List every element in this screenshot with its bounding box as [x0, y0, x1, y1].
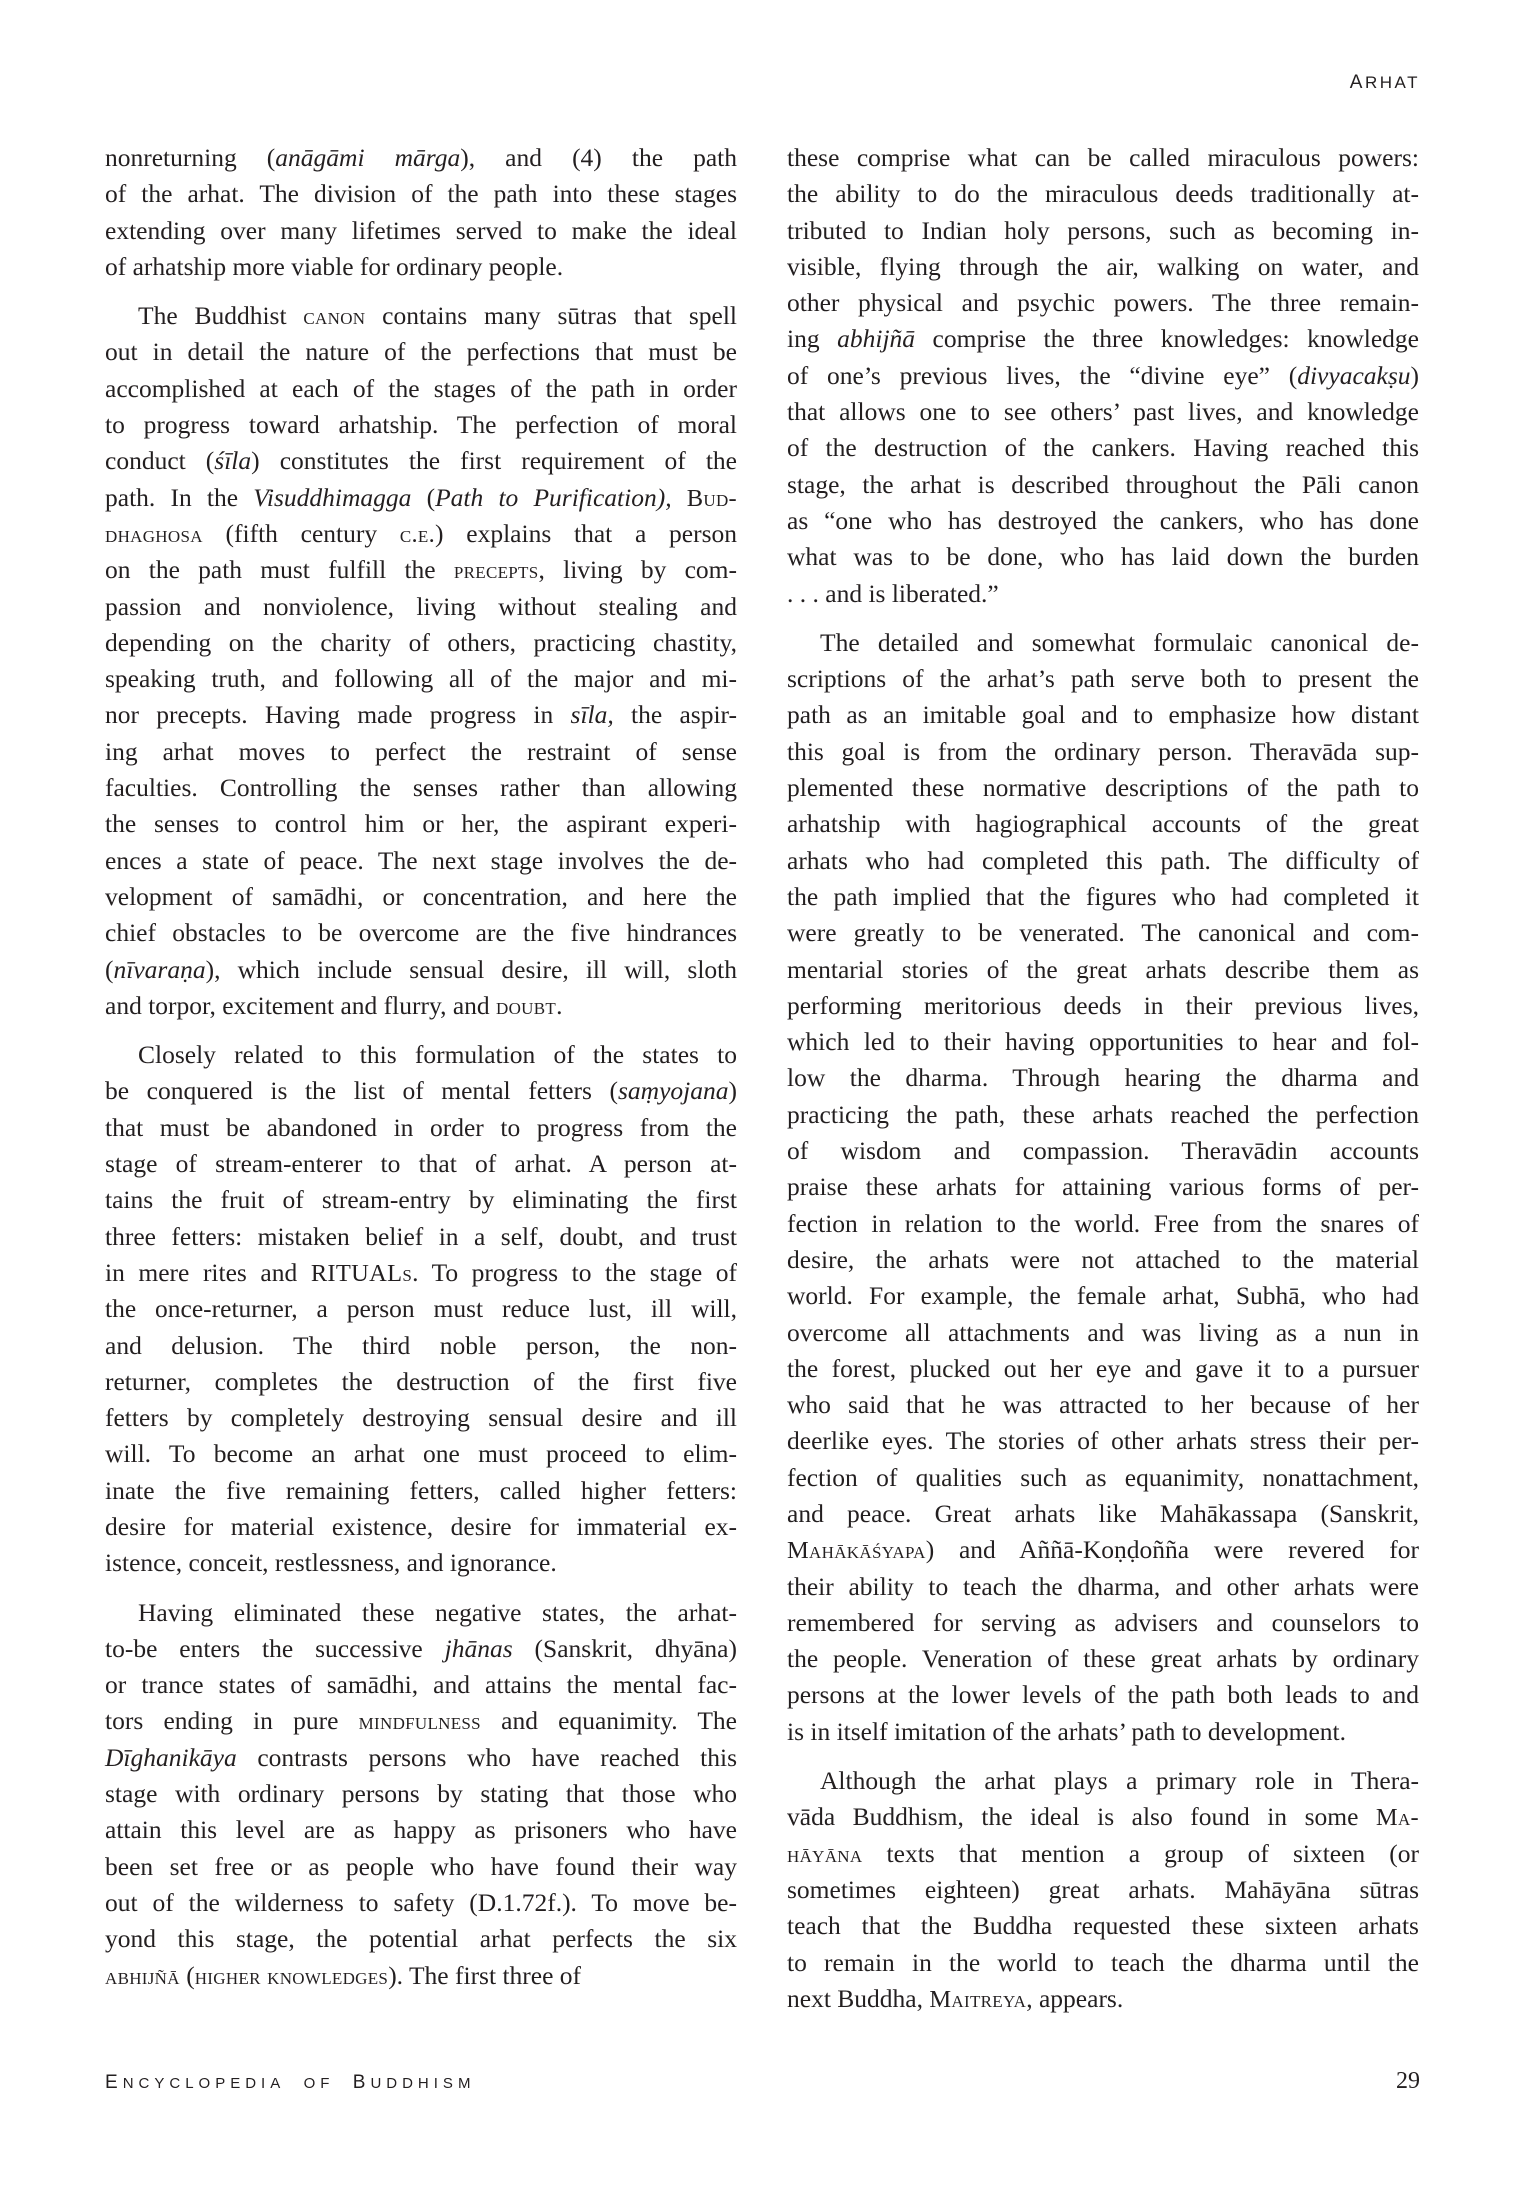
text-line [787, 576, 1419, 612]
text-run: arhats who had completed this path. The difficulty of [787, 845, 1419, 875]
italic-term: Path to Purification), [435, 482, 672, 512]
text-run: to-be enters the successive [105, 1633, 445, 1663]
small-caps-term: Maitreya [929, 1985, 1027, 2013]
text-run: and peace. Great arhats like Mahākassapa (Sanskrit, [787, 1498, 1419, 1528]
paragraph [787, 1763, 1419, 2017]
text-line [105, 661, 737, 697]
text-line [787, 1763, 1419, 1799]
text-line [105, 407, 737, 443]
text-line [787, 952, 1419, 988]
text-line [105, 213, 737, 249]
text-run: desire for material existence, desire for immaterial ex- [105, 1511, 737, 1541]
text-line [105, 1740, 737, 1776]
text-run: Having eliminated these negative states, the arhat- [138, 1597, 737, 1627]
text-line [787, 879, 1419, 915]
text-run [672, 483, 687, 512]
text-run: mentarial stories of the great arhats describe them as [787, 954, 1419, 984]
text-line [105, 1776, 737, 1812]
text-line [105, 1400, 737, 1436]
text-line [787, 249, 1419, 285]
text-run: speaking truth, and following all of the major and mi- [105, 664, 737, 694]
text-run: tributed to Indian holy persons, such as becoming in- [787, 215, 1419, 245]
text-run: fection of qualities such as equanimity, nonattachment, [787, 1462, 1419, 1492]
text-run: Although the arhat plays a primary role in Thera- [820, 1766, 1419, 1796]
text-line [105, 1291, 737, 1327]
text-run: in mere rites and [105, 1257, 311, 1287]
text-run: The Buddhist [138, 301, 304, 331]
text-run: the aspir- [613, 700, 738, 730]
paragraph [105, 140, 737, 285]
text-run: and equanimity. The [480, 1706, 737, 1736]
text-line [787, 1569, 1419, 1605]
footer-title-word: UDDHISM [370, 2075, 476, 2092]
small-caps-term: dhaghosa [105, 520, 203, 548]
text-line [105, 516, 737, 552]
text-line [105, 1182, 737, 1218]
small-caps-term: precepts [453, 557, 539, 585]
italic-term: abhijñā [837, 324, 916, 354]
text-line [787, 770, 1419, 806]
text-line [787, 1097, 1419, 1133]
text-run: ( [179, 1960, 195, 1990]
text-run: ) [728, 1076, 737, 1106]
text-line [787, 1641, 1419, 1677]
text-run: performing meritorious deeds in their previous lives, [787, 990, 1419, 1020]
text-line [787, 1799, 1419, 1835]
text-run: (fifth century [202, 518, 400, 548]
footer-title-initial: B [352, 2072, 371, 2093]
small-caps-term: Mahākāśyapa [787, 1537, 926, 1565]
footer-title-initial: E [105, 2072, 123, 2093]
text-line [105, 770, 737, 806]
text-line [105, 552, 737, 588]
text-run: praise these arhats for attaining various forms of per- [787, 1172, 1419, 1202]
text-run: nonreturning ( [105, 143, 276, 172]
text-line [105, 589, 737, 625]
text-line [105, 1509, 737, 1545]
text-line [105, 1812, 737, 1848]
text-line [787, 1387, 1419, 1423]
text-line [787, 1169, 1419, 1205]
text-run: texts that mention a group of sixteen (or [862, 1838, 1419, 1868]
italic-term: jhānas [444, 1633, 513, 1663]
text-line [787, 1242, 1419, 1278]
text-run: world. For example, the female arhat, Subhā, who had [787, 1281, 1419, 1311]
text-line [787, 1945, 1419, 1981]
text-line [105, 249, 737, 285]
text-run: contrasts persons who have reached this [236, 1742, 737, 1772]
text-line [105, 988, 737, 1024]
text-line [105, 1473, 737, 1509]
text-run: other physical and psychic powers. The three remain- [787, 288, 1419, 318]
small-caps-term: hāyāna [787, 1840, 863, 1868]
text-line [787, 1278, 1419, 1314]
paragraph [787, 625, 1419, 1750]
text-run: ) and Aññā-Koṇḍoñña were revered for [925, 1535, 1419, 1565]
text-line [105, 1958, 737, 1994]
text-run: visible, flying through the air, walking on water, and [787, 251, 1419, 281]
italic-term: śīla [214, 446, 252, 476]
text-run: velopment of samādhi, or concentration, and here the [105, 881, 737, 911]
text-run: persons at the lower levels of the path both leads to and [787, 1680, 1419, 1710]
text-run: ing [787, 324, 838, 354]
text-run: overcome all attachments and was living as a nun in [787, 1317, 1419, 1347]
text-run: ( [411, 482, 436, 512]
text-line [787, 1206, 1419, 1242]
text-run: contains many sūtras that spell [365, 301, 738, 331]
text-run: ) [1410, 360, 1419, 390]
text-run: next Buddha, [787, 1983, 930, 2013]
text-run: or trance states of samādhi, and attains the mental fac- [105, 1670, 737, 1700]
text-line [105, 1595, 737, 1631]
small-caps-term: canon [303, 303, 366, 331]
text-run: . To progress to the stage of [412, 1257, 737, 1287]
text-line [787, 1060, 1419, 1096]
text-run: low the dharma. Through hearing the dharma and [787, 1063, 1419, 1093]
text-line [105, 334, 737, 370]
small-caps-term: RITUALs [310, 1259, 413, 1287]
text-line [787, 806, 1419, 842]
text-line [787, 1677, 1419, 1713]
text-run: the senses to control him or her, the aspirant experi- [105, 809, 737, 839]
text-run: plemented these normative descriptions of the path to [787, 773, 1419, 803]
text-run: the ability to do the miraculous deeds traditionally at- [787, 179, 1419, 209]
text-line [105, 1328, 737, 1364]
text-run: inate the five remaining fetters, called higher fetters: [105, 1475, 737, 1505]
text-line [105, 952, 737, 988]
text-run: comprise the three knowledges: knowledge [915, 324, 1419, 354]
text-line [787, 1133, 1419, 1169]
text-run: extending over many lifetimes served to make the ideal [105, 215, 737, 245]
footer-title-word: NCYCLOPEDIA [122, 2075, 286, 2092]
text-run: this goal is from the ordinary person. Theravāda sup- [787, 736, 1419, 766]
running-head-rest: RHAT [1364, 73, 1420, 92]
text-line [105, 443, 737, 479]
text-run: fection in relation to the world. Free from the snares of [787, 1208, 1419, 1238]
text-line [787, 1315, 1419, 1351]
text-line [787, 1532, 1419, 1568]
text-run: ) explains that a person [435, 518, 738, 548]
text-run: stage with ordinary persons by stating that those who [105, 1779, 737, 1809]
text-line [787, 1024, 1419, 1060]
text-line [105, 806, 737, 842]
text-run: the once-returner, a person must reduce lust, ill will, [105, 1294, 737, 1324]
text-run: nor precepts. Having made progress in [105, 700, 571, 730]
text-run: be conquered is the list of mental fetters ( [105, 1076, 618, 1106]
right-column [787, 140, 1419, 2030]
text-line [105, 1631, 737, 1667]
text-line [787, 1605, 1419, 1641]
text-run: sometimes eighteen) great arhats. Mahāyāna sūtras [787, 1874, 1419, 1904]
text-line [787, 1496, 1419, 1532]
text-run: the people. Veneration of these great arhats by ordinary [787, 1644, 1419, 1674]
text-line [105, 176, 737, 212]
italic-term: sīla, [570, 700, 614, 730]
text-line [787, 358, 1419, 394]
text-run: that allows one to see others’ past lives, and knowledge [787, 397, 1419, 427]
text-run: practicing the path, these arhats reached the perfection [787, 1099, 1419, 1129]
text-line [105, 843, 737, 879]
text-line [787, 734, 1419, 770]
text-run: of one’s previous lives, the “divine eye” ( [787, 360, 1298, 390]
text-run: stage, the arhat is described throughout the Pāli canon [787, 469, 1419, 499]
small-caps-term: abhijñā [105, 1962, 180, 1990]
page-number: 29 [1396, 2068, 1420, 2094]
text-run: of arhatship more viable for ordinary people. [105, 251, 564, 281]
small-caps-term: Ma- [1375, 1804, 1419, 1832]
text-line [787, 539, 1419, 575]
text-line [787, 1908, 1419, 1944]
text-run: ences a state of peace. The next stage involves the de- [105, 845, 737, 875]
text-line [787, 285, 1419, 321]
text-run: ), and (4) the path [460, 143, 737, 172]
italic-term: divyacakṣu [1297, 360, 1411, 390]
text-run: ), which include sensual desire, ill will, sloth [205, 954, 737, 984]
text-line [787, 843, 1419, 879]
text-run: path as an imitable goal and to emphasize how distant [787, 700, 1419, 730]
italic-term: Visuddhimagga [253, 482, 412, 512]
text-line [787, 140, 1419, 176]
text-line [787, 213, 1419, 249]
italic-term: nīvaraṇa [113, 954, 206, 984]
paragraph [105, 1595, 737, 1994]
text-run: and torpor, excitement and flurry, and [105, 990, 497, 1020]
text-run: fetters by completely destroying sensual desire and ill [105, 1403, 737, 1433]
text-line [105, 915, 737, 951]
text-run: will. To become an arhat one must proceed to elim- [105, 1439, 737, 1469]
text-run: arhatship with hagiographical accounts of the great [787, 809, 1419, 839]
text-run: who said that he was attracted to her because of her [787, 1390, 1419, 1420]
text-line [105, 1255, 737, 1291]
text-line [787, 1981, 1419, 2017]
text-run: returner, completes the destruction of the first five [105, 1366, 737, 1396]
text-run: of wisdom and compassion. Theravādin accounts [787, 1136, 1419, 1166]
text-line [105, 140, 737, 176]
small-caps-term: Bud- [686, 484, 737, 512]
text-run: their ability to teach the dharma, and other arhats were [787, 1571, 1419, 1601]
text-run: to remain in the world to teach the dharma until the [787, 1947, 1419, 1977]
text-run: three fetters: mistaken belief in a self, doubt, and trust [105, 1221, 737, 1251]
text-run: chief obstacles to be overcome are the five hindrances [105, 918, 737, 948]
text-run: Closely related to this formulation of the states to [138, 1040, 737, 1070]
text-run: istence, conceit, restlessness, and ignorance. [105, 1548, 557, 1578]
text-run: conduct ( [105, 446, 215, 476]
text-line [105, 1146, 737, 1182]
text-run: . . . and is liberated.” [787, 578, 999, 608]
text-run: remembered for serving as advisers and counselors to [787, 1607, 1419, 1637]
text-run: of the arhat. The division of the path into these stages [105, 179, 737, 209]
text-run: tains the fruit of stream-entry by eliminating the first [105, 1185, 737, 1215]
left-column [105, 140, 737, 2007]
text-line [787, 321, 1419, 357]
text-line [787, 394, 1419, 430]
text-run: vāda Buddhism, the ideal is also found in some [787, 1802, 1376, 1832]
running-head-initial: A [1349, 72, 1365, 93]
text-line [105, 1110, 737, 1146]
text-run: out in detail the nature of the perfections that must be [105, 337, 737, 367]
text-run: were greatly to be venerated. The canonical and com- [787, 918, 1419, 948]
text-line [787, 1714, 1419, 1750]
text-run: been set free or as people who have found their way [105, 1851, 737, 1881]
text-run: and delusion. The third noble person, the non- [105, 1330, 737, 1360]
text-run: of the destruction of the cankers. Having reached this [787, 433, 1419, 463]
text-line [787, 625, 1419, 661]
text-run: as “one who has destroyed the cankers, who has done [787, 505, 1419, 535]
text-run: to progress toward arhatship. The perfection of moral [105, 410, 737, 440]
text-run: ( [105, 954, 114, 984]
paragraph [105, 298, 737, 1024]
paragraph [787, 140, 1419, 612]
text-line [105, 1703, 737, 1739]
text-line [787, 1460, 1419, 1496]
italic-term: Dīghanikāya [105, 1742, 237, 1772]
text-line [787, 467, 1419, 503]
running-head [1350, 72, 1420, 94]
text-run: attain this level are as happy as prisoners who have [105, 1815, 737, 1845]
text-run: depending on the charity of others, practicing chastity, [105, 627, 737, 657]
text-line [105, 1545, 737, 1581]
text-run: , living by com- [538, 555, 738, 585]
text-line [105, 1219, 737, 1255]
text-run: that must be abandoned in order to progress from the [105, 1112, 737, 1142]
text-run: (Sanskrit, dhyāna) [512, 1633, 737, 1663]
text-line [105, 879, 737, 915]
text-line [787, 661, 1419, 697]
text-run: yond this stage, the potential arhat perfects the six [105, 1924, 737, 1954]
italic-term: anāgāmi mārga [275, 143, 461, 172]
text-line [105, 625, 737, 661]
text-line [105, 734, 737, 770]
text-run: deerlike eyes. The stories of other arhats stress their per- [787, 1426, 1419, 1456]
text-run: out of the wilderness to safety (D.1.72f.). To move be- [105, 1887, 737, 1917]
italic-term: saṃyojana [618, 1076, 729, 1106]
text-run: tors ending in pure [105, 1706, 359, 1736]
text-run: The detailed and somewhat formulaic canonical de- [820, 627, 1419, 657]
text-line [105, 1921, 737, 1957]
text-run: on the path must fulfill the [105, 555, 454, 585]
small-caps-term: higher knowledges [194, 1962, 389, 1990]
text-line [105, 1436, 737, 1472]
text-run: the path implied that the figures who had completed it [787, 881, 1419, 911]
text-line [787, 503, 1419, 539]
footer-book-title [105, 2072, 475, 2094]
text-run: stage of stream-enterer to that of arhat. A person at- [105, 1149, 737, 1179]
text-run: accomplished at each of the stages of the path in order [105, 373, 737, 403]
text-line [105, 480, 737, 516]
paragraph [105, 1037, 737, 1581]
text-line [787, 1351, 1419, 1387]
text-line [105, 1667, 737, 1703]
small-caps-term: c.e. [399, 520, 436, 548]
text-line [787, 1836, 1419, 1872]
text-line [787, 988, 1419, 1024]
text-run: faculties. Controlling the senses rather than allowing [105, 773, 737, 803]
text-line [787, 697, 1419, 733]
footer-title-word: OF [303, 2075, 335, 2092]
text-run: what was to be done, who has laid down the burden [787, 542, 1419, 572]
small-caps-term: mindfulness [358, 1708, 481, 1736]
text-run: path. In the [105, 482, 254, 512]
text-line [787, 915, 1419, 951]
small-caps-term: doubt [496, 992, 557, 1020]
text-run: ing arhat moves to perfect the restraint of sense [105, 736, 737, 766]
text-line [105, 298, 737, 334]
text-line [787, 430, 1419, 466]
text-run: . [556, 990, 563, 1020]
text-line [105, 697, 737, 733]
text-line [787, 176, 1419, 212]
text-run: which led to their having opportunities to hear and fol- [787, 1027, 1419, 1057]
text-line [787, 1872, 1419, 1908]
text-run: ). The first three of [388, 1960, 582, 1990]
text-line [105, 1885, 737, 1921]
text-run: teach that the Buddha requested these sixteen arhats [787, 1911, 1419, 1941]
text-line [105, 371, 737, 407]
text-run: desire, the arhats were not attached to the material [787, 1244, 1419, 1274]
text-run: passion and nonviolence, living without stealing and [105, 591, 737, 621]
text-line [105, 1364, 737, 1400]
text-run: the forest, plucked out her eye and gave it to a pursuer [787, 1353, 1419, 1383]
text-run: scriptions of the arhat’s path serve both to present the [787, 664, 1419, 694]
text-run: ) constitutes the first requirement of the [251, 446, 737, 476]
text-run: is in itself imitation of the arhats’ path to development. [787, 1716, 1346, 1746]
text-line [105, 1037, 737, 1073]
text-line [105, 1073, 737, 1109]
text-line [787, 1423, 1419, 1459]
text-line [105, 1849, 737, 1885]
text-run: these comprise what can be called miraculous powers: [787, 143, 1419, 172]
text-run: , appears. [1026, 1983, 1124, 2013]
